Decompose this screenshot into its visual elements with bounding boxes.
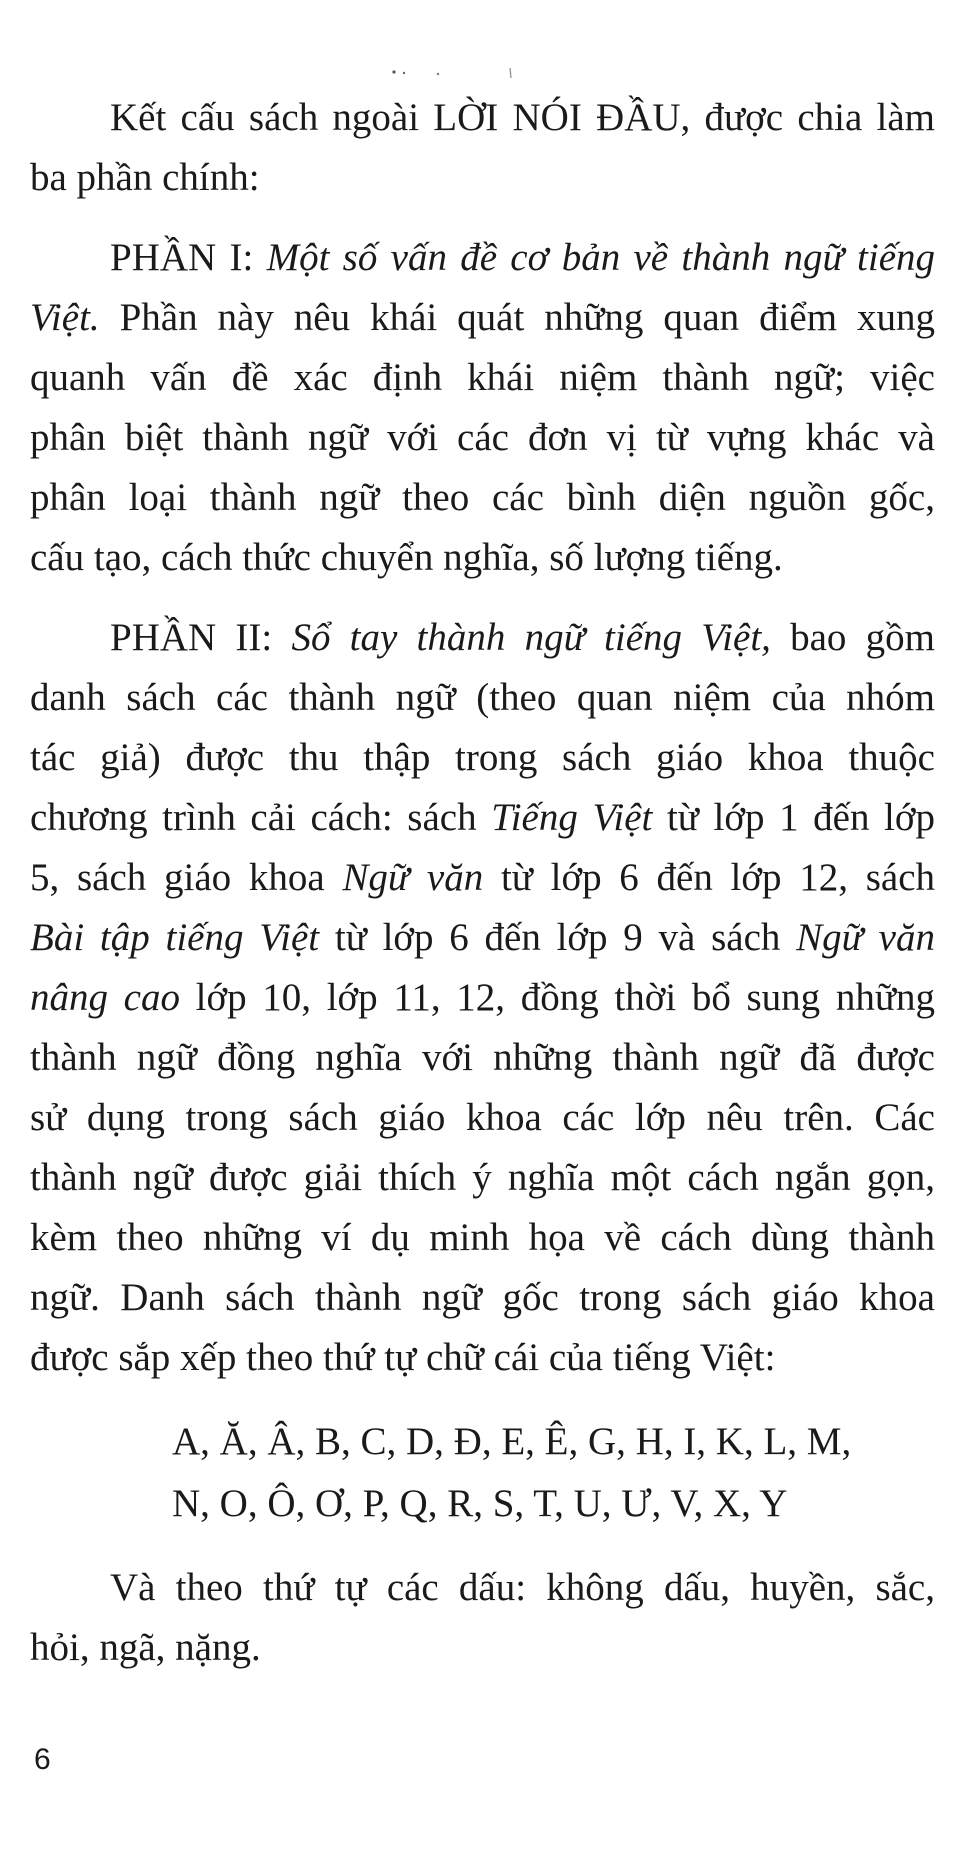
text-line <box>30 1618 935 1678</box>
book-title-tieng-viet: Tiếng Việt <box>491 796 653 839</box>
part-1-line-5: cấu tạo, cách thức chuyển nghĩa, số lượng tiếng. <box>30 536 783 579</box>
text-line <box>30 1208 935 1268</box>
part-2-line-1: danh sách các thành ngữ (theo quan niệm của nhóm <box>30 676 935 719</box>
part-2-line-3: từ lớp 1 đến lớp <box>652 796 935 839</box>
alphabet-line-1: A, Ă, Â, B, C, D, Đ, E, Ê, G, H, I, K, L, M, <box>172 1420 852 1463</box>
closing-line-1: Và theo thứ tự các dấu: không dấu, huyền, sắc, <box>110 1566 935 1609</box>
paragraph-1-line-1: Kết cấu sách ngoài LỜI NÓI ĐẦU, được chia làm <box>110 96 935 139</box>
text-line <box>30 1088 935 1148</box>
text-line <box>110 88 935 148</box>
text-line <box>30 528 935 588</box>
text-line <box>30 788 935 848</box>
text-line <box>30 908 935 968</box>
part-2-line-6: lớp 10, lớp 11, 12, đồng thời bổ sung những <box>179 976 935 1019</box>
part-1-label: PHẦN I: <box>110 236 254 279</box>
alphabet-line-2: N, O, Ô, Ơ, P, Q, R, S, T, U, Ư, V, X, Y <box>172 1482 788 1525</box>
alphabet-line <box>172 1412 935 1472</box>
part-1-line-2: quanh vấn đề xác định khái niệm thành ngữ; việc <box>30 356 935 399</box>
text-line <box>110 1558 935 1618</box>
part-2-line-4-pre: 5, sách giáo khoa <box>30 856 343 899</box>
text-line <box>30 348 935 408</box>
text-line <box>30 968 935 1028</box>
part-2-title: Sổ tay thành ngữ tiếng Việt, <box>291 616 771 659</box>
book-title-nang-cao: nâng cao <box>30 976 180 1019</box>
part-2-tail: bao gồm <box>770 616 935 659</box>
book-title-ngu-van: Ngữ văn <box>342 856 484 899</box>
book-title-bai-tap: Bài tập tiếng Việt <box>30 916 320 959</box>
text-line <box>30 728 935 788</box>
text-line <box>30 148 935 208</box>
text-line <box>30 1148 935 1208</box>
text-line <box>30 288 935 348</box>
text-line <box>30 408 935 468</box>
part-1-line-1: Phần này nêu khái quát những quan điểm xung <box>99 296 935 339</box>
closing-line-2: hỏi, ngã, nặng. <box>30 1626 261 1669</box>
text-line <box>30 668 935 728</box>
part-2-line-2: tác giả) được thu thập trong sách giáo khoa thuộc <box>30 736 935 779</box>
paragraph-1-line-2: ba phần chính: <box>30 156 260 199</box>
part-2-line-11: ngữ. Danh sách thành ngữ gốc trong sách giáo khoa <box>30 1276 935 1319</box>
text-line <box>30 1268 935 1328</box>
part-1-line-3: phân biệt thành ngữ với các đơn vị từ vựng khác và <box>30 416 935 459</box>
part-1-title: Một số vấn đề cơ bản về thành ngữ tiếng <box>266 236 935 279</box>
text-line <box>110 608 935 668</box>
text-line <box>110 228 935 288</box>
text-line <box>30 848 935 908</box>
part-2-line-10: kèm theo những ví dụ minh họa về cách dùng thành <box>30 1216 935 1259</box>
part-2-line-5: từ lớp 6 đến lớp 9 và sách <box>319 916 797 959</box>
book-title-ngu-van-2: Ngữ văn <box>796 916 935 959</box>
part-2-line-12: được sắp xếp theo thứ tự chữ cái của tiếng Việt: <box>30 1336 776 1379</box>
alphabet-line <box>172 1474 935 1534</box>
part-2-line-7: thành ngữ đồng nghĩa với những thành ngữ đã được <box>30 1036 935 1079</box>
part-1-line-4: phân loại thành ngữ theo các bình diện nguồn gốc, <box>30 476 935 519</box>
part-2-line-3-pre: chương trình cải cách: sách <box>30 796 492 839</box>
text-line <box>30 1028 935 1088</box>
part-2-line-4: từ lớp 6 đến lớp 12, sách <box>483 856 935 899</box>
part-2-line-8: sử dụng trong sách giáo khoa các lớp nêu trên. Các <box>30 1096 935 1139</box>
part-1-title-end: Việt. <box>30 296 100 339</box>
text-line <box>30 1328 935 1388</box>
text-line <box>30 468 935 528</box>
part-2-line-9: thành ngữ được giải thích ý nghĩa một cách ngắn gọn, <box>30 1156 935 1199</box>
page-number: 6 <box>34 1743 51 1776</box>
part-2-label: PHẦN II: <box>110 616 273 659</box>
